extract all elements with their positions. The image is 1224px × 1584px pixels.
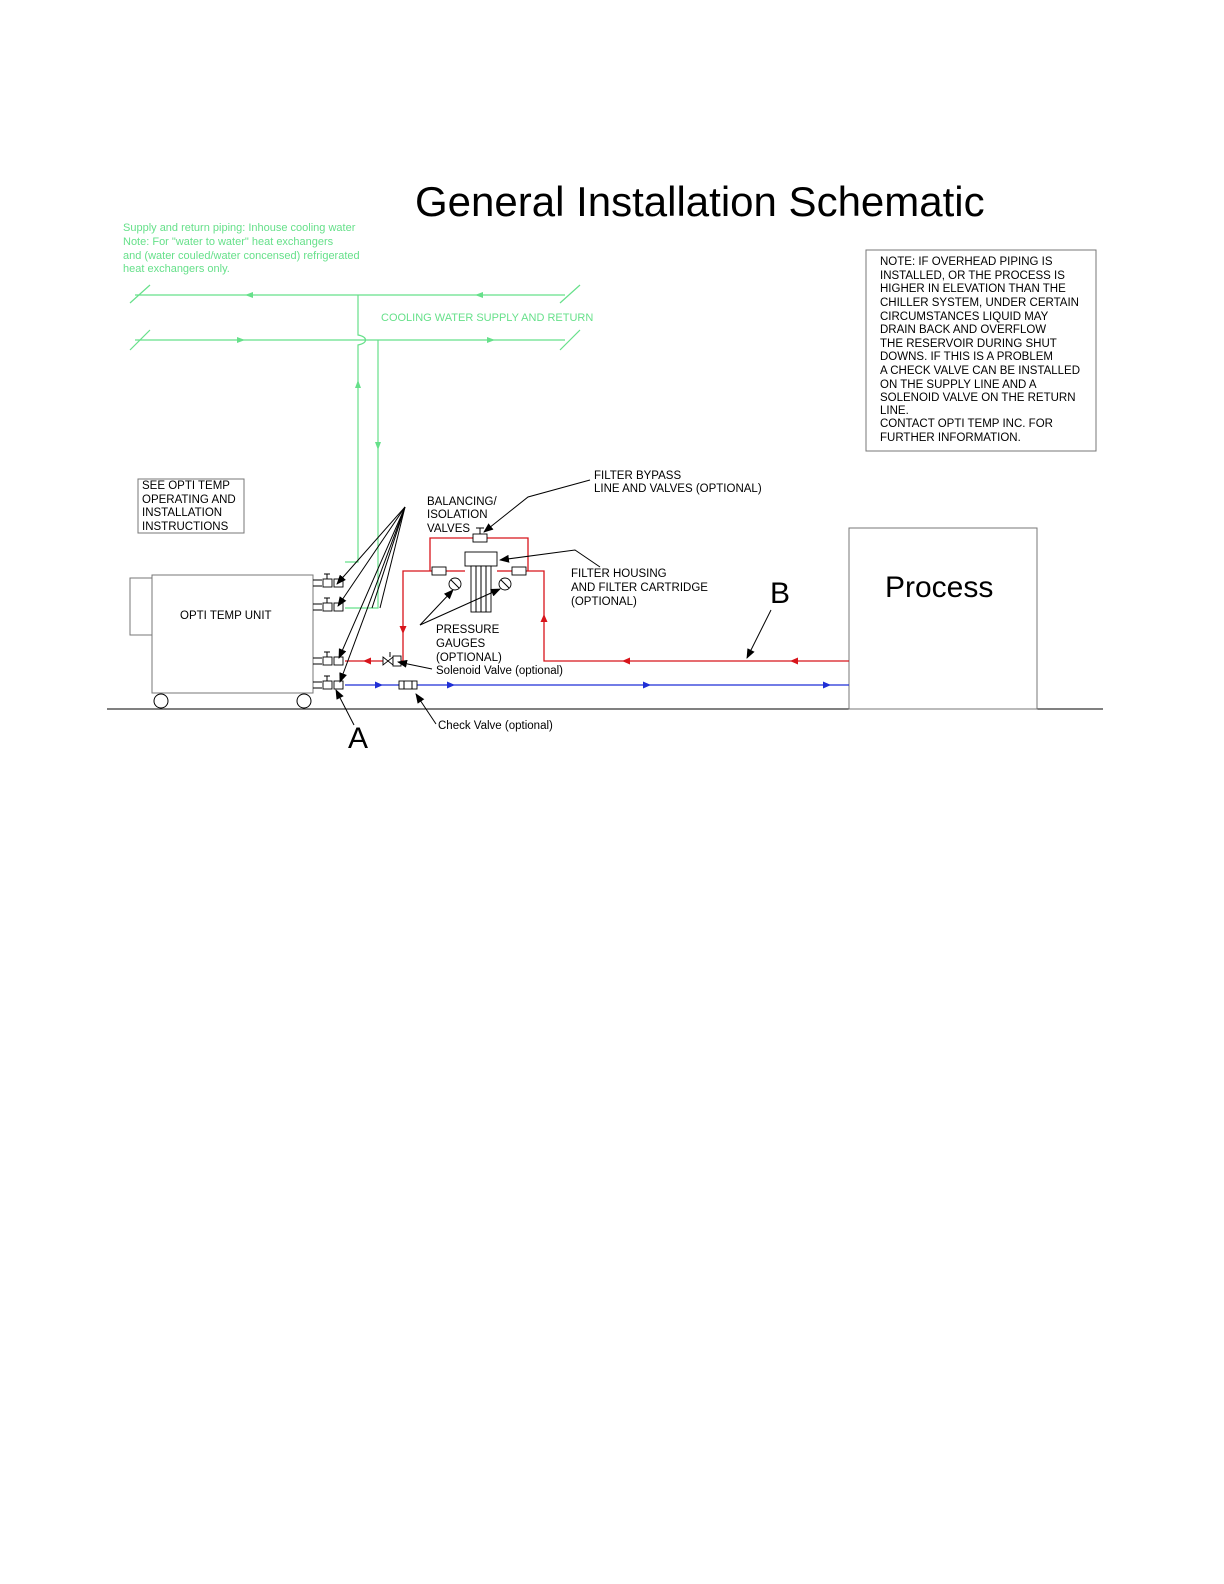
callout-line: LINE AND VALVES (OPTIONAL) (594, 483, 762, 495)
see-box-line: INSTALLATION (142, 507, 223, 519)
leader-line (398, 662, 432, 669)
see-box-line: INSTRUCTIONS (142, 521, 229, 533)
note-line: INSTALLED, OR THE PROCESS IS (880, 270, 1065, 282)
supply-line (345, 682, 849, 689)
leader-line (339, 507, 405, 658)
note-line: DRAIN BACK AND OVERFLOW (880, 324, 1047, 336)
filter-assembly (432, 528, 526, 612)
note-line: FURTHER INFORMATION. (880, 432, 1021, 444)
note-line: SOLENOID VALVE ON THE RETURN (880, 392, 1076, 404)
flow-arrow (823, 682, 831, 689)
cooling-water-piping (130, 285, 580, 608)
page-title: General Installation Schematic (415, 178, 985, 225)
cooling-note-line: Supply and return piping: Inhouse cooling water (123, 222, 356, 234)
flow-arrow (355, 380, 361, 388)
filter-housing-label (571, 568, 708, 608)
filter-isolation-valve (432, 567, 446, 575)
see-box-line: OPERATING AND (142, 494, 236, 506)
pipe-break-mark (560, 285, 580, 303)
balancing-valve (313, 676, 343, 689)
flow-arrow (245, 292, 253, 298)
callout-line: AND FILTER CARTRIDGE (571, 582, 708, 594)
flow-arrow (237, 337, 245, 343)
callout-line: FILTER BYPASS (594, 470, 682, 482)
unit-valves (313, 574, 343, 689)
flow-arrow (400, 626, 407, 634)
leader-line (338, 507, 405, 606)
flow-arrow (363, 658, 371, 665)
flow-arrow (375, 682, 383, 689)
note-line: CONTACT OPTI TEMP INC. FOR (880, 418, 1053, 430)
flow-arrow (622, 658, 630, 665)
pressure-gauges-label (436, 624, 502, 664)
leader-line (372, 507, 405, 608)
flow-arrow (541, 614, 548, 622)
leader-line (380, 507, 405, 608)
flow-arrow (643, 682, 651, 689)
return-line-to-unit (345, 571, 450, 661)
flow-arrow (447, 682, 455, 689)
flow-arrow (790, 658, 798, 665)
note-box (866, 250, 1096, 451)
marker-b: B (770, 577, 791, 610)
process-box (849, 528, 1037, 709)
callout-line: GAUGES (436, 638, 486, 650)
marker-a: A (348, 722, 369, 755)
flow-arrow (487, 337, 495, 343)
callout-line: VALVES (427, 523, 471, 535)
leader-line (420, 590, 453, 625)
balancing-valve (313, 574, 343, 587)
unit-caster-wheel (154, 694, 168, 708)
filter-bypass-label (594, 470, 762, 495)
leader-line (336, 690, 354, 725)
note-line: ON THE SUPPLY LINE AND A (880, 379, 1037, 391)
check-valve-label: Check Valve (optional) (438, 720, 553, 732)
note-line: NOTE: IF OVERHEAD PIPING IS (880, 256, 1053, 268)
cooling-drop-line (345, 340, 378, 608)
flow-arrow (375, 442, 381, 450)
see-instructions-box (138, 479, 244, 533)
solenoid-valve (383, 652, 401, 666)
balancing-valve (313, 652, 343, 665)
solenoid-valve-label: Solenoid Valve (optional) (436, 665, 564, 677)
callout-line: BALANCING/ (427, 496, 497, 508)
cooling-water-label: COOLING WATER SUPPLY AND RETURN (381, 312, 594, 324)
leader-line (500, 550, 600, 567)
cooling-note-line: and (water couled/water concensed) refrigerated (123, 250, 360, 262)
callout-line: FILTER HOUSING (571, 568, 667, 580)
cooling-note-line: Note: For "water to water" heat exchangers (123, 236, 334, 248)
unit-caster-wheel (297, 694, 311, 708)
flow-arrow (475, 292, 483, 298)
pipe-break-mark (130, 285, 150, 303)
note-line: THE RESERVOIR DURING SHUT (880, 338, 1057, 350)
note-line: HIGHER IN ELEVATION THAN THE (880, 283, 1066, 295)
cooling-note-line: heat exchangers only. (123, 263, 230, 275)
leader-line (484, 480, 590, 532)
note-line: CHILLER SYSTEM, UNDER CERTAIN (880, 297, 1079, 309)
cooling-water-note (123, 222, 360, 275)
bypass-valve (473, 534, 487, 542)
note-line: CIRCUMSTANCES LIQUID MAY (880, 311, 1049, 323)
note-line: A CHECK VALVE CAN BE INSTALLED (880, 365, 1081, 377)
note-line: LINE. (880, 405, 909, 417)
leader-line (747, 610, 771, 658)
unit-label: OPTI TEMP UNIT (180, 610, 272, 622)
opti-temp-unit (130, 575, 313, 708)
leader-line (337, 507, 405, 584)
check-valve (399, 681, 417, 689)
unit-cabinet (152, 575, 313, 693)
filter-isolation-valve (512, 567, 526, 575)
see-box-line: SEE OPTI TEMP (142, 480, 230, 492)
process-label: Process (885, 571, 994, 604)
callout-line: PRESSURE (436, 624, 500, 636)
callout-line: (OPTIONAL) (571, 596, 637, 608)
callout-line: (OPTIONAL) (436, 652, 502, 664)
unit-side-panel (130, 578, 152, 635)
filter-housing-head (465, 552, 497, 566)
note-line: DOWNS. IF THIS IS A PROBLEM (880, 351, 1053, 363)
callout-line: ISOLATION (427, 509, 488, 521)
process-equipment (849, 528, 1037, 709)
cooling-drop-line (345, 295, 366, 562)
